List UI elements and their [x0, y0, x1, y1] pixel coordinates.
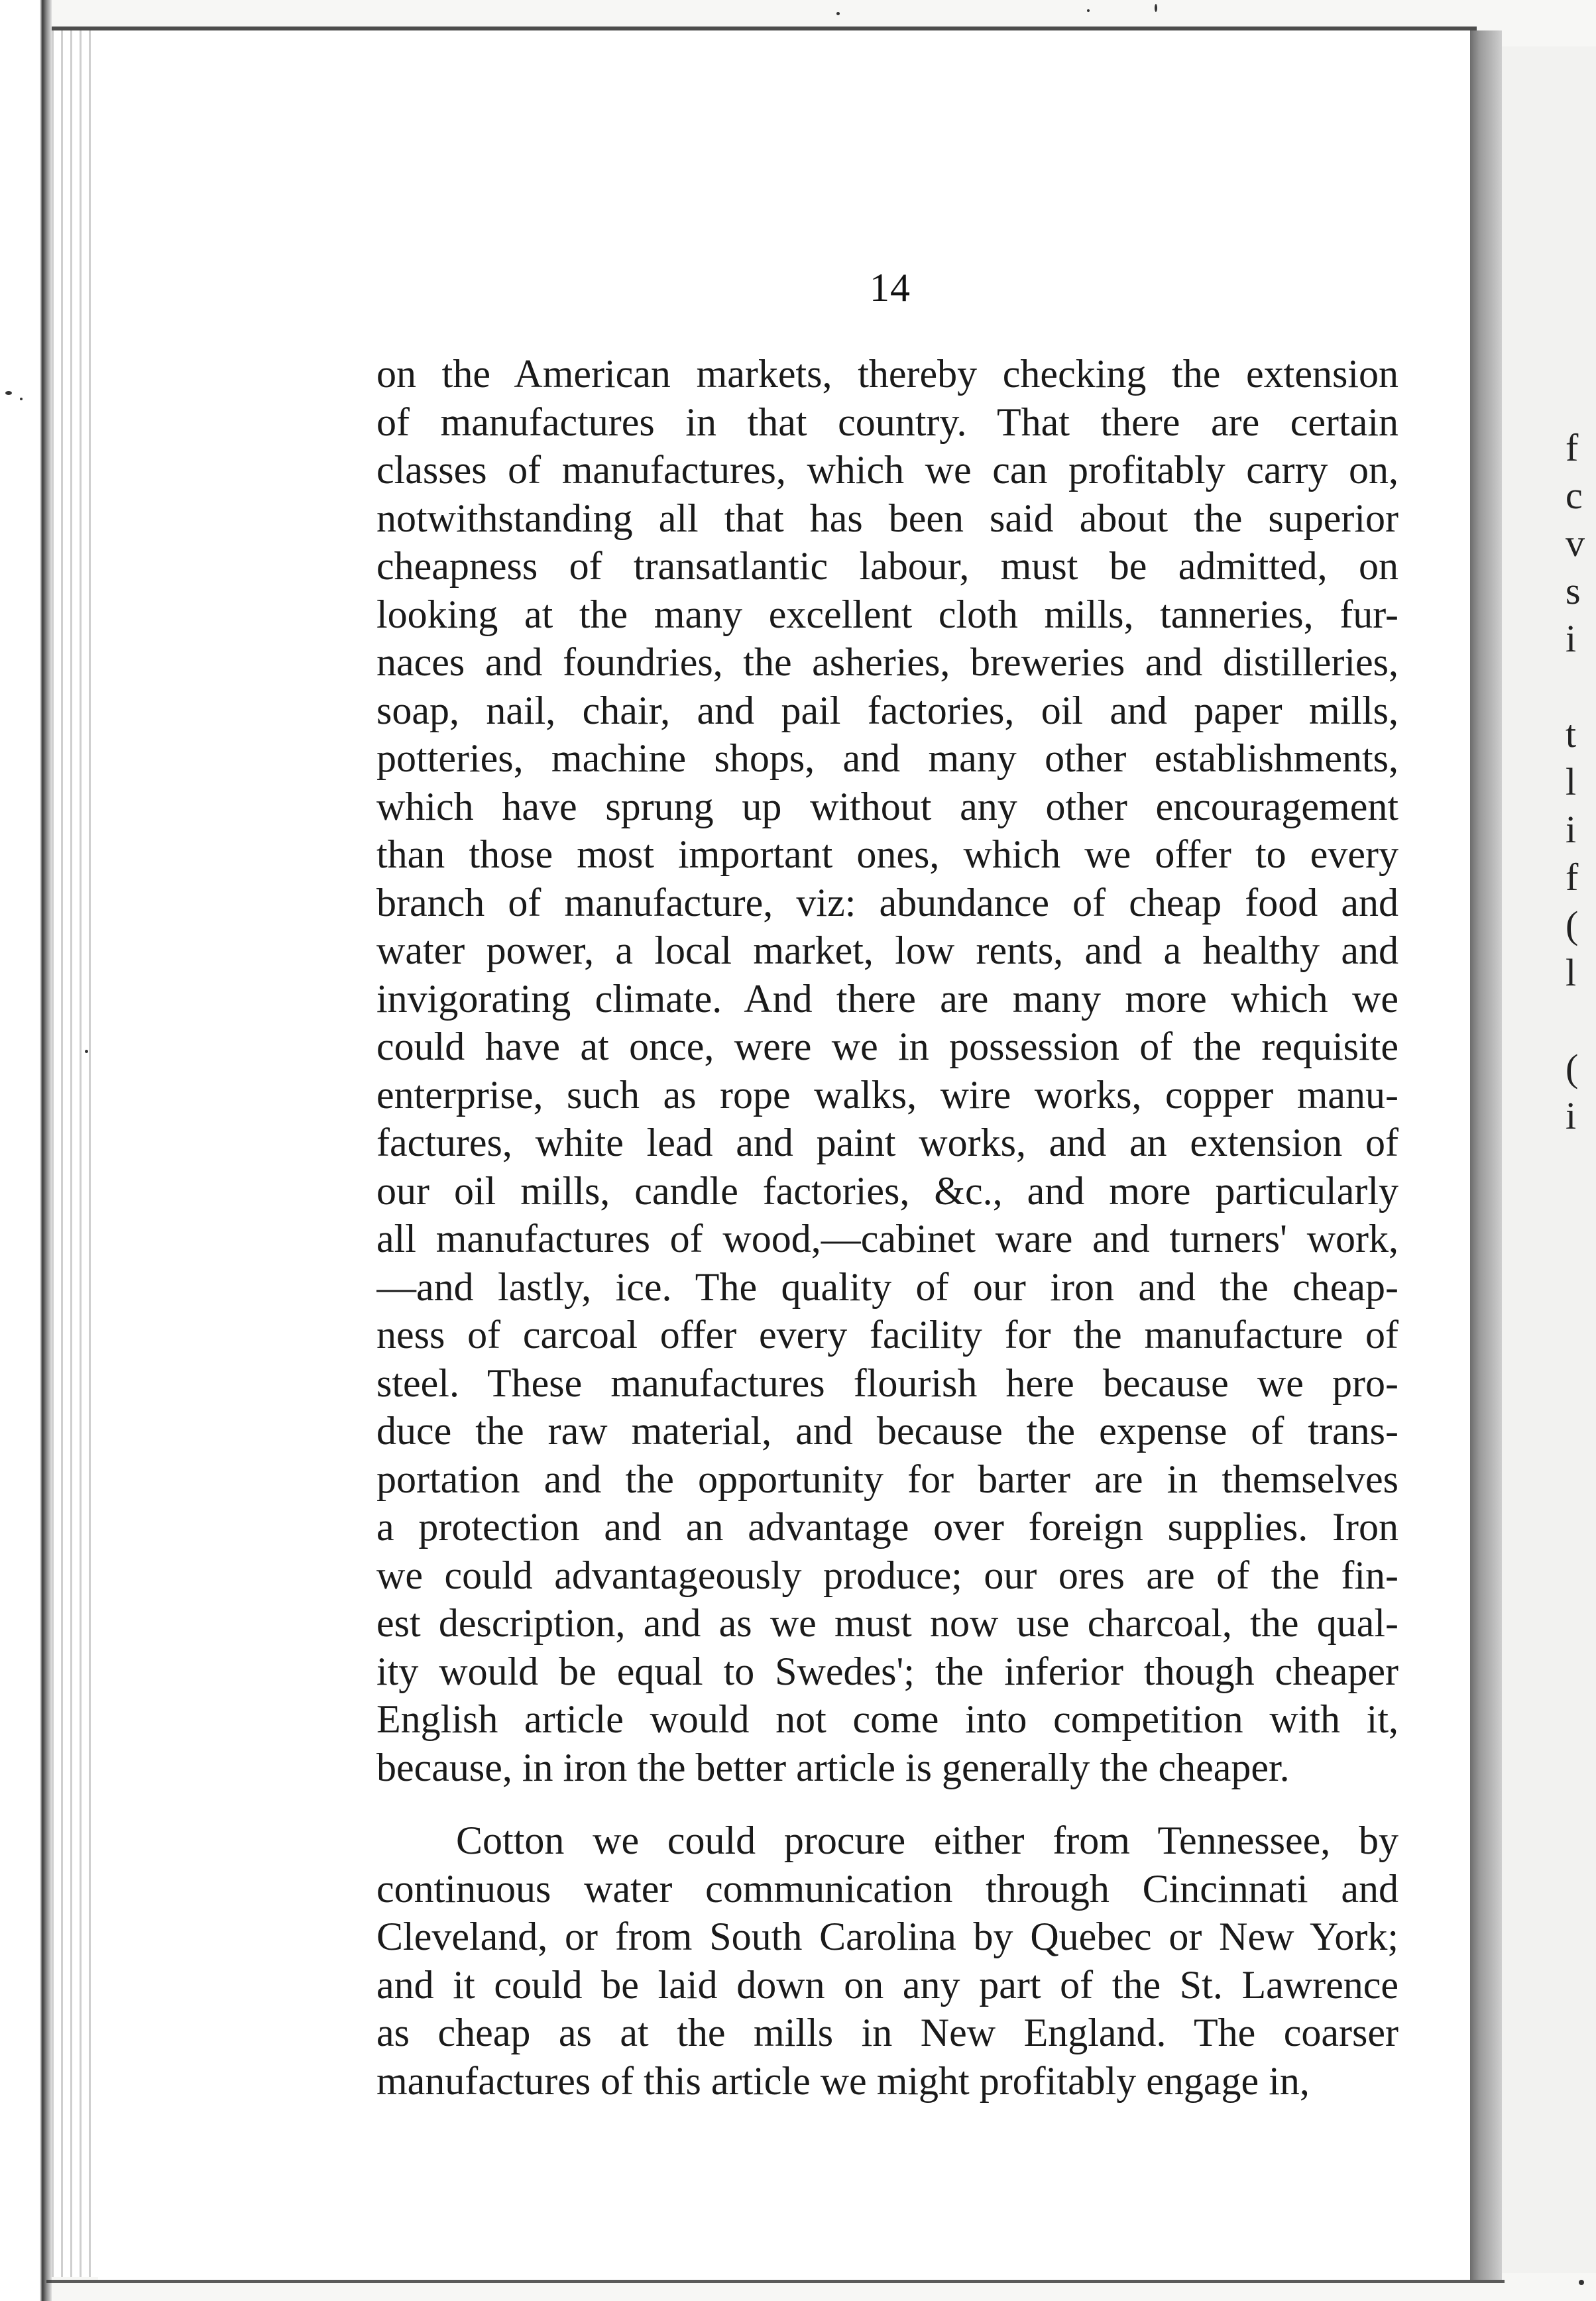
- text-line: enterprise, such as rope walks, wire works, copper manu-: [376, 1072, 1398, 1117]
- text-line: steel. These manufactures flourish here because we pro-: [376, 1361, 1398, 1405]
- facing-page-letter: f: [1566, 856, 1579, 899]
- facing-page-letter: (: [1566, 903, 1579, 946]
- text-line: naces and foundries, the asheries, breweries and distilleries,: [376, 640, 1398, 684]
- facing-page-letter: [1566, 997, 1592, 1044]
- text-line: ity would be equal to Swedes'; the inferior though cheaper: [376, 1649, 1398, 1693]
- text-line: water power, a local market, low rents, and a healthy and: [376, 928, 1398, 972]
- facing-page-fragment: [1502, 46, 1596, 2273]
- facing-page-letter: i: [1566, 617, 1577, 660]
- text-line: est description, and as we must now use charcoal, the qual-: [376, 1601, 1398, 1645]
- text-line: continuous water communication through Cincinnati and: [376, 1866, 1398, 1911]
- text-line: looking at the many excellent cloth mills, tanneries, fur-: [376, 592, 1398, 636]
- body-text: [376, 350, 1398, 2105]
- scan-speck: [1155, 4, 1157, 12]
- paragraph-gap: [376, 1791, 1398, 1817]
- text-line: than those most important ones, which we offer to every: [376, 832, 1398, 876]
- text-line: could have at once, were we in possession of the requisite: [376, 1025, 1398, 1068]
- text-line: which have sprung up without any other encouragement: [376, 784, 1398, 828]
- text-line: because, in iron the better article is generally the cheaper.: [376, 1745, 1290, 1789]
- facing-page-letters: [1566, 424, 1592, 1140]
- text-line: manufactures of this article we might profitably engage in,: [376, 2058, 1310, 2103]
- text-line: —and lastly, ice. The quality of our iron and the cheap-: [376, 1264, 1398, 1309]
- text-line: we could advantageously produce; our ores are of the fin-: [376, 1553, 1398, 1597]
- text-line: invigorating climate. And there are many more which we: [376, 976, 1398, 1021]
- text-line: on the American markets, thereby checking the extension: [376, 352, 1398, 396]
- scan-speck: [1087, 9, 1090, 12]
- book-binding-edge: [0, 0, 52, 2301]
- text-line: ness of carcoal offer every facility for the manufacture of: [376, 1313, 1398, 1357]
- facing-page-letter: [1566, 663, 1592, 710]
- text-line: all manufactures of wood,—cabinet ware and turners' work,: [376, 1217, 1398, 1261]
- text-line: and it could be laid down on any part of the St. Lawrence: [376, 1962, 1398, 2007]
- text-line: our oil mills, candle factories, &c., and more particularly: [376, 1168, 1398, 1213]
- facing-page-letter: t: [1566, 712, 1577, 756]
- scan-speck: [836, 12, 840, 15]
- text-line: duce the raw material, and because the expense of trans-: [376, 1409, 1398, 1453]
- text-line: classes of manufactures, which we can profitably carry on,: [376, 448, 1398, 492]
- text-line: as cheap as at the mills in New England. The coarser: [376, 2011, 1398, 2054]
- scan-speck: [20, 398, 23, 400]
- facing-page-letter: l: [1566, 760, 1577, 803]
- text-line: potteries, machine shops, and many other establishments,: [376, 736, 1398, 780]
- facing-page-letter: f: [1566, 426, 1579, 469]
- page-edges-stack: [52, 30, 98, 2277]
- facing-page-letter: l: [1566, 951, 1577, 994]
- text-line: Cotton we could procure either from Tennessee, by: [456, 1819, 1398, 1862]
- text-line: soap, nail, chair, and pail factories, oil and paper mills,: [376, 688, 1398, 732]
- text-line: portation and the opportunity for barter are in themselves: [376, 1457, 1398, 1501]
- text-line: of manufactures in that country. That there are certain: [376, 400, 1398, 444]
- text-line: cheapness of transatlantic labour, must be admitted, on: [376, 544, 1398, 588]
- facing-page-letter: i: [1566, 1094, 1577, 1137]
- scan-speck: [1579, 2280, 1584, 2285]
- text-line: branch of manufacture, viz: abundance of cheap food and: [376, 880, 1398, 925]
- text-line: English article would not come into competition with it,: [376, 1697, 1398, 1741]
- facing-page-letter: c: [1566, 474, 1583, 517]
- page-number: 14: [870, 266, 911, 309]
- facing-page-letter: s: [1566, 569, 1581, 612]
- facing-page-letter: (: [1566, 1046, 1579, 1090]
- text-line: a protection and an advantage over foreign supplies. Iron: [376, 1505, 1398, 1549]
- text-line: notwithstanding all that has been said about the superior: [376, 496, 1398, 540]
- page-gutter-shadow: [1470, 30, 1502, 2280]
- scan-speck: [85, 1050, 88, 1053]
- text-line: factures, white lead and paint works, and an extension of: [376, 1121, 1398, 1164]
- facing-page-letter: i: [1566, 808, 1577, 851]
- text-line: Cleveland, or from South Carolina by Quebec or New York;: [376, 1915, 1398, 1958]
- scan-speck: [5, 391, 12, 395]
- facing-page-letter: v: [1566, 522, 1585, 565]
- bottom-border-line: [46, 2280, 1505, 2283]
